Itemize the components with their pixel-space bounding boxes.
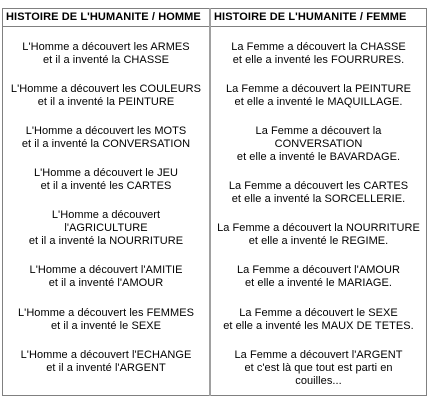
entry-line: et elle a inventé les FOURRURES. [232,54,405,66]
entry-line: La Femme a découvert l'AMOUR [236,264,401,276]
homme-column [3,27,211,396]
femme-entry [211,83,426,109]
entry-line: et il a inventé la PEINTURE [37,96,175,108]
entry-line: et elle a inventé le MAQUILLAGE. [234,96,403,108]
header-homme: HISTOIRE DE L'HUMANITE / HOMME [3,9,211,27]
entry-line: La Femme a découvert les CARTES [228,180,409,192]
entry-line: CONVERSATION [274,138,363,150]
homme-entry [3,41,209,67]
entry-line: La Femme a découvert la [255,125,382,137]
entry-line: et il a inventé la CONVERSATION [21,138,191,150]
entry-line: et il a inventé le SEXE [51,320,161,332]
comparison-table [2,8,427,396]
homme-entry [3,167,209,193]
entry-line: La Femme a découvert le SEXE [239,307,398,319]
femme-entry [211,307,426,333]
entry-line: L'Homme a découvert les FEMMES [18,307,194,319]
entry-line: et il a inventé l'ARGENT [46,362,166,374]
homme-entry [3,307,209,333]
homme-entry [3,125,209,151]
entry-line: La Femme a découvert la NOURRITURE [217,222,420,234]
femme-entry [211,41,426,67]
entry-line: l'AGRICULTURE [64,222,148,234]
entry-line: La Femme a découvert la CHASSE [231,41,406,53]
entry-line: et elle a inventé le REGIME. [248,235,389,247]
entry-line: et il a inventé la CHASSE [43,54,169,66]
entry-line: et elle a inventé les MAUX DE TETES. [223,320,414,332]
entry-line: L'Homme a découvert l'ECHANGE [20,349,192,361]
entry-line: et elle a inventé la SORCELLERIE. [231,193,406,205]
homme-entry [3,349,209,375]
header-femme: HISTOIRE DE L'HUMANITE / FEMME [210,9,427,27]
entry-line: La Femme a découvert la PEINTURE [225,83,411,95]
entry-line: et elle a inventé le BAVARDAGE. [236,151,401,163]
entry-line: et il a inventé l'AMOUR [48,277,164,289]
homme-entry [3,209,209,248]
entry-line: couilles... [295,375,342,387]
femme-entry [211,264,426,290]
femme-entries [211,27,426,395]
entry-line: L'Homme a découvert l'AMITIE [29,264,183,276]
header-row [3,9,427,27]
homme-entries [3,27,209,395]
entry-line: et elle a inventé le MARIAGE. [245,277,392,289]
femme-column [210,27,427,396]
femme-entry [211,222,426,248]
entry-line: L'Homme a découvert les ARMES [22,41,190,53]
femme-entry [211,180,426,206]
homme-entry [3,264,209,290]
body-row [3,27,427,396]
entry-line: et il a inventé les CARTES [40,180,172,192]
entry-line: L'Homme a découvert les COULEURS [10,83,202,95]
entry-line: et il a inventé la NOURRITURE [28,235,184,247]
entry-line: L'Homme a découvert les MOTS [25,125,187,137]
homme-entry [3,83,209,109]
entry-line: La Femme a découvert l'ARGENT [234,349,403,361]
entry-line: L'Homme a découvert le JEU [33,167,178,179]
femme-entry [211,349,426,388]
femme-entry [211,125,426,164]
entry-line: L'Homme a découvert [51,209,161,221]
entry-line: et c'est là que tout est parti en [244,362,393,374]
